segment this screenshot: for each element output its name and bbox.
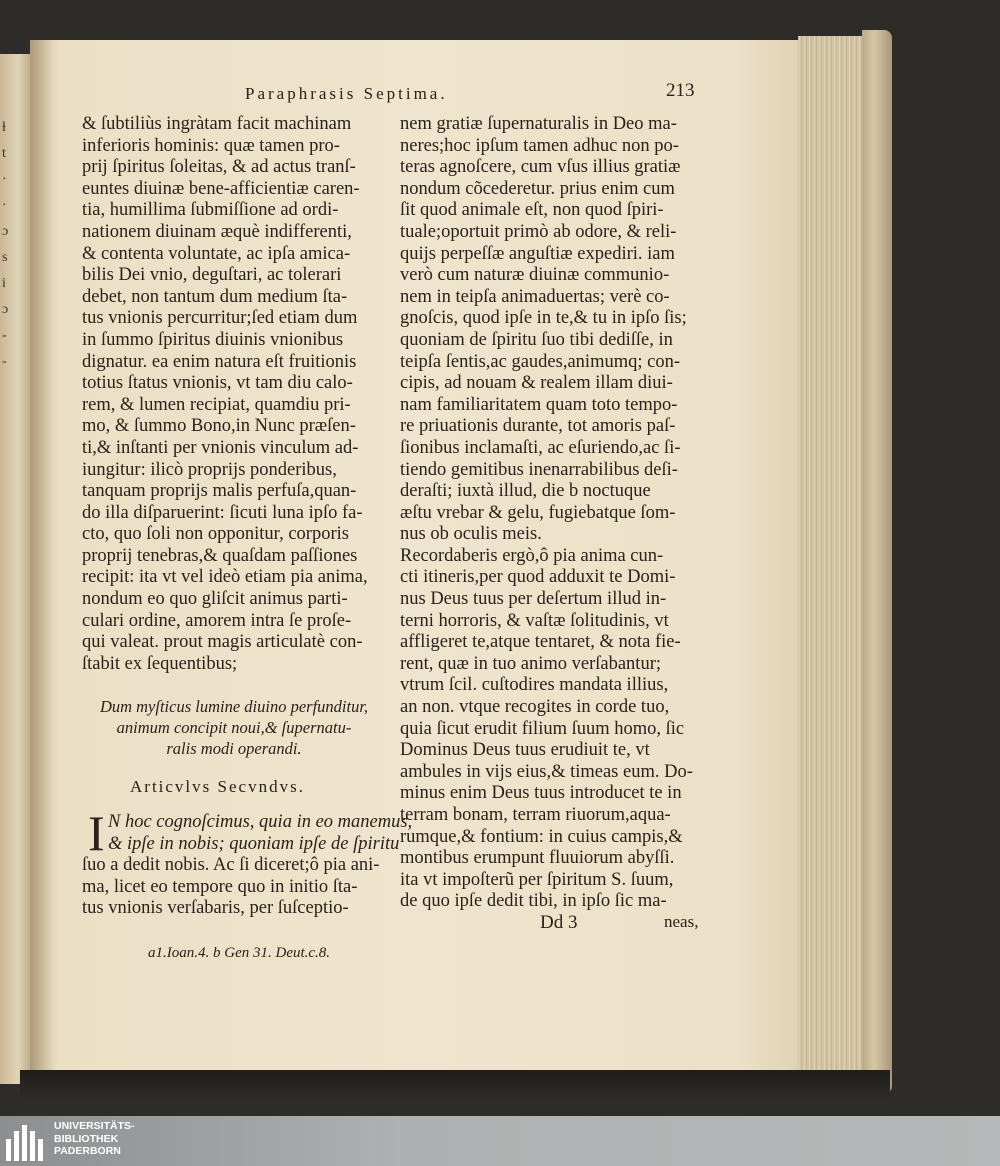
text-line: teipſa ſentis,ac gaudes,animumq; con-	[400, 351, 680, 372]
text-line: recipit: ita vt vel ideò etiam pia anima,	[82, 567, 368, 588]
fragment-char: ·	[2, 172, 7, 187]
library-name-line: UNIVERSITÄTS-	[54, 1120, 135, 1132]
drop-capital: I	[88, 805, 105, 861]
text-line: iungitur: ilicò proprijs ponderibus,	[82, 459, 337, 480]
text-line: montibus erumpunt fluuiorum abyſſi.	[400, 848, 675, 869]
heading-line: Dum myſticus lumine diuino perfunditur,	[99, 697, 369, 716]
running-head: Paraphrasis Septima.	[245, 84, 448, 103]
text-line: nem gratiæ ſupernaturalis in Deo ma-	[400, 114, 677, 134]
text-line: nondum cõcederetur. prius enim cum	[400, 178, 675, 199]
text-line: nationem diuinam æquè indifferenti,	[82, 221, 352, 242]
text-line: de quo ipſe dedit tibi, in ipſo ſic ma-	[400, 891, 667, 912]
text-line: quoniam de ſpiritu ſuo tibi dediſſe, in	[400, 329, 673, 350]
left-column-bottom-text	[82, 812, 413, 920]
fragment-char: t	[2, 146, 6, 161]
text-line: & ipſe in nobis; quoniam ipſe de ſpiritu	[108, 833, 400, 854]
text-line: deraſti; iuxtà illud, die b noctuque	[400, 481, 651, 502]
text-line: mo, & ſummo Bono,in Nunc præſen-	[82, 416, 356, 437]
text-line: ſtabit ex ſequentibus;	[82, 653, 238, 674]
text-line: euntes diuinæ bene-afficientiæ caren-	[82, 178, 360, 199]
text-line: totius ſtatus vnionis, vt tam diu calo-	[82, 373, 353, 394]
fragment-char: ɫ	[2, 120, 6, 135]
text-line: tus vnionis verſabaris, per ſuſceptio-	[82, 898, 349, 919]
bottom-shadow	[20, 1070, 890, 1100]
text-line: & ſubtiliùs ingràtam facit machinam	[82, 114, 352, 134]
library-name	[54, 1120, 135, 1158]
text-line: Dominus Deus tuus erudiuit te, vt	[400, 740, 650, 761]
text-line: affligeret te,atque tentaret, & nota fie-	[400, 632, 681, 653]
text-line: cipis, ad nouam & realem illam diui-	[400, 373, 673, 394]
text-line: nem in teipſa animaduertas; verè co-	[400, 286, 670, 307]
text-line: N hoc cognoſcimus, quia in eo manemus,	[108, 812, 413, 832]
fragment-char: s	[2, 250, 8, 265]
text-line: proprij tenebras,& quaſdam paſſiones	[82, 545, 358, 566]
text-line: quia ſicut erudit filium ſuum homo, ſic	[400, 718, 685, 739]
right-column-text	[400, 114, 710, 913]
text-line: nondum eo quo gliſcit animus parti-	[82, 589, 348, 610]
text-line: ti,& inſtanti per vnionis vinculum ad-	[82, 437, 359, 458]
text-line: tia, humillima ſubmiſſione ad ordi-	[82, 200, 339, 221]
text-line: tanquam proprijs malis perfuſa,quan-	[82, 481, 357, 502]
page-edge-stack	[798, 36, 864, 1078]
text-line: do illa diſparuerint: ſicuti luna ipſo fa-	[82, 502, 363, 523]
library-name-line: PADERBORN	[54, 1145, 121, 1157]
cover-edge	[862, 30, 892, 1094]
page-number: 213	[666, 80, 695, 101]
library-name-line: BIBLIOTHEK	[54, 1132, 119, 1145]
text-line: nus ob oculis meis.	[400, 524, 542, 545]
catchword: neas,	[664, 912, 699, 931]
text-line: rem, & lumen recipiat, quamdiu pri-	[82, 394, 351, 415]
text-line: dignatur. ea enim natura eſt fruitionis	[82, 351, 357, 372]
text-line: & contenta voluntate, ac ipſa amica-	[82, 243, 351, 264]
text-line: tuale;oportuit primò ab odore, & reli-	[400, 221, 677, 242]
text-line: cti itineris,per quod adduxit te Domi-	[400, 567, 676, 588]
text-line: æſtu vrebar & gelu, fugiebatque ſom-	[400, 502, 676, 523]
library-logo-icon	[6, 1121, 46, 1161]
signature-mark: Dd 3	[540, 912, 578, 933]
text-line: gnoſcis, quod ipſe in te,& tu in ipſo ſis;	[400, 308, 687, 329]
text-line: vtrum ſcil. cuſtodires mandata illius,	[400, 675, 669, 696]
text-line: verò cum naturæ diuinæ communio-	[400, 265, 670, 286]
text-line: tiendo gemitibus inenarrabilibus deſi-	[400, 459, 678, 480]
fragment-char: ·	[2, 198, 7, 213]
fragment-char: -	[2, 328, 7, 343]
fragment-char: i	[2, 276, 6, 291]
text-line: tus vnionis percurritur;ſed etiam dum	[82, 308, 358, 329]
heading-line: animum concipit noui,& ſupernatu-	[116, 718, 352, 737]
text-line: terram bonam, terram riuorum,aqua-	[400, 805, 671, 825]
left-column-text	[82, 114, 382, 675]
text-line: terni horroris, & vaſtæ ſolitudinis, vt	[400, 610, 669, 631]
section-heading-italic	[84, 696, 384, 759]
text-line: Recordaberis ergò,ô pia anima cun-	[400, 545, 664, 566]
footnote-references: a1.Ioan.4. b Gen 31. Deut.c.8.	[148, 945, 331, 961]
text-line: ſionibus inclamaſti, ac eſuriendo,ac ſi-	[400, 437, 681, 458]
text-line: inferioris hominis: quæ tamen pro-	[82, 135, 340, 156]
text-line: qui valeat. prout magis articulatè con-	[82, 632, 363, 653]
text-line: rumque,& fontium: in cuius campis,&	[400, 826, 683, 847]
text-line: in ſummo ſpiritus diuinis vnionibus	[82, 329, 344, 350]
text-line: ma, licet eo tempore quo in initio ſta-	[82, 876, 358, 897]
text-line: culari ordine, amorem intra ſe proſe-	[82, 610, 352, 631]
heading-line: ralis modi operandi.	[166, 739, 302, 758]
text-line: an non. vtque recogites in corde tuo,	[400, 697, 670, 718]
text-line: teras agnoſcere, cum vſus illius gratiæ	[400, 157, 681, 178]
fragment-char: ɔ	[2, 302, 9, 317]
text-line: prij ſpiritus ſoleitas, & ad actus tranſ-	[82, 157, 356, 178]
text-line: minus enim Deus tuus introducet te in	[400, 783, 682, 804]
text-line: ſuo a dedit nobis. Ac ſi diceret;ô pia ani-	[82, 855, 380, 876]
gutter-shadow	[30, 40, 54, 1072]
text-line: bilis Dei vnio, deguſtari, ac tolerari	[82, 265, 342, 286]
text-line: cto, quo ſoli non opponitur, corporis	[82, 524, 349, 545]
fragment-char: ɔ	[2, 224, 9, 239]
text-line: debet, non tantum dum medium ſta-	[82, 286, 348, 307]
text-line: quijs perpeſſæ anguſtiæ expediri. iam	[400, 243, 675, 264]
text-line: rent, quæ in tuo animo verſabantur;	[400, 653, 661, 674]
text-line: ſit quod animale eſt, non quod ſpiri-	[400, 200, 664, 221]
fragment-char: -	[2, 354, 7, 369]
text-line: ambules in vijs eius,& timeas eum. Do-	[400, 761, 693, 782]
library-footer-bar	[0, 1116, 1000, 1166]
text-line: ita vt impoſterũ per ſpiritum S. ſuum,	[400, 869, 674, 890]
text-line: nam familiaritatem quam toto tempo-	[400, 394, 678, 415]
article-heading: Articvlvs Secvndvs.	[130, 777, 305, 796]
text-line: neres;hoc ipſum tamen adhuc non po-	[400, 135, 679, 156]
text-line: re priuationis durante, tot amoris paſ-	[400, 416, 676, 437]
text-line: nus Deus tuus per deſertum illud in-	[400, 589, 667, 610]
